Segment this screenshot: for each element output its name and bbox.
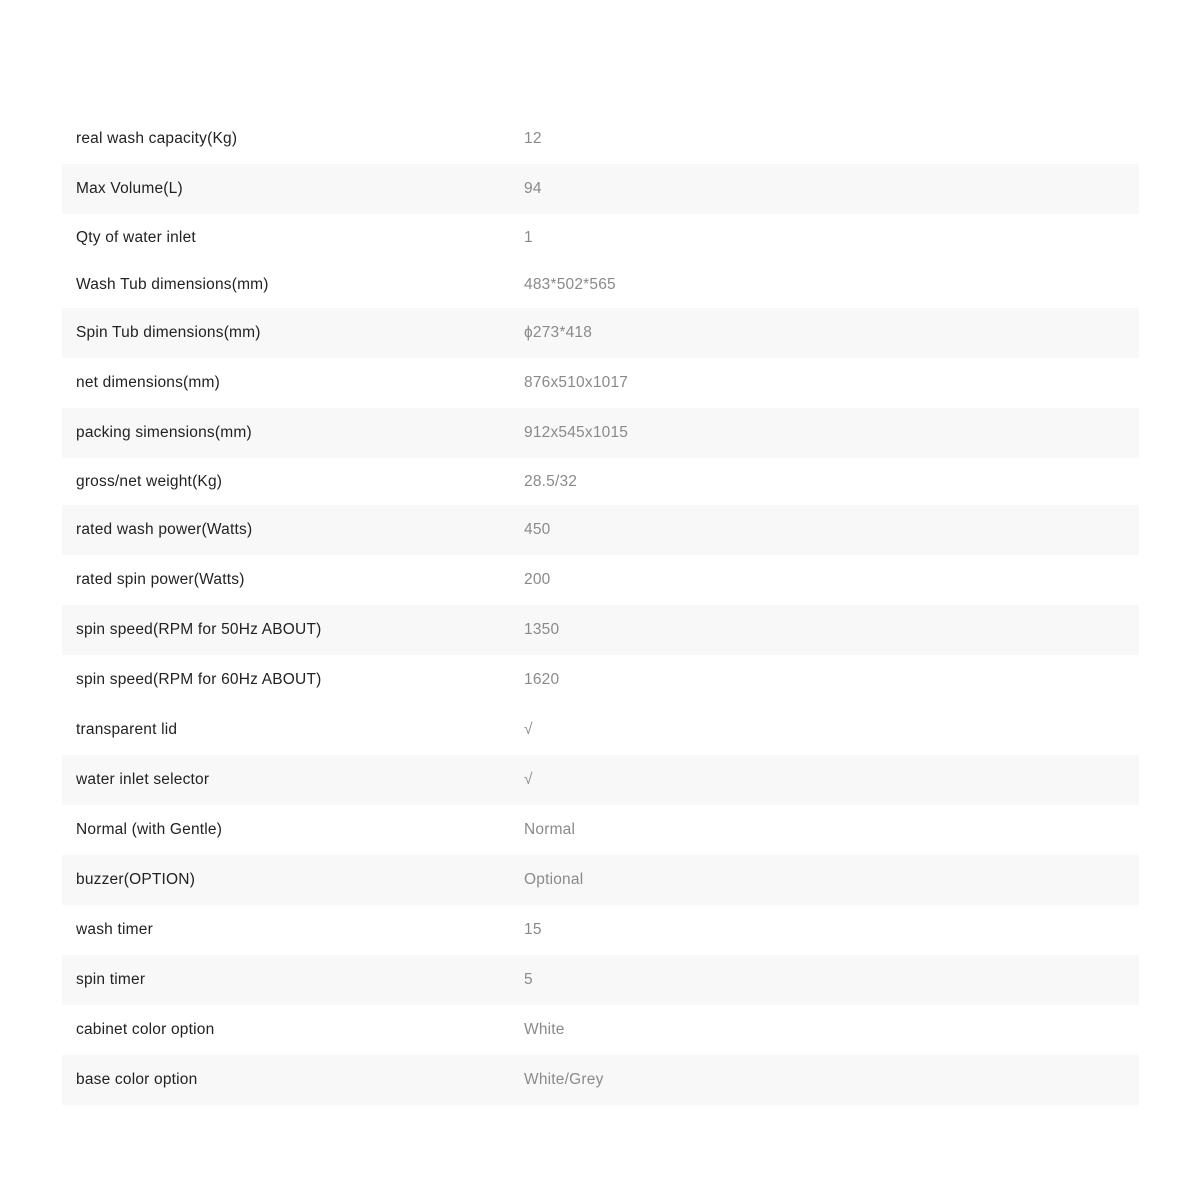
spec-row-max-volume	[62, 164, 1139, 214]
spec-label: Max Volume(L)	[76, 180, 183, 197]
spec-label: spin speed(RPM for 50Hz ABOUT)	[76, 621, 322, 638]
spec-value: 450	[524, 521, 551, 538]
spec-label: real wash capacity(Kg)	[76, 130, 238, 147]
spec-row-rated-wash-power	[62, 505, 1139, 555]
spec-value: 12	[524, 130, 542, 147]
spec-row-spin-tub-dimensions	[62, 308, 1139, 358]
spec-row-water-inlet-selector	[62, 755, 1139, 805]
spec-value: 1350	[524, 621, 560, 638]
spec-value: 1620	[524, 671, 560, 688]
spec-row-wash-tub-dimensions	[62, 261, 1139, 308]
spec-row-spin-speed-60hz	[62, 655, 1139, 705]
spec-row-rated-spin-power	[62, 555, 1139, 605]
spec-row-gross-net-weight	[62, 458, 1139, 505]
spec-row-spin-speed-50hz	[62, 605, 1139, 655]
spec-label: Normal (with Gentle)	[76, 821, 223, 838]
spec-value: White/Grey	[524, 1071, 604, 1088]
spec-row-base-color	[62, 1055, 1139, 1105]
spec-value: 94	[524, 180, 542, 197]
spec-label: rated spin power(Watts)	[76, 571, 245, 588]
spec-label: spin timer	[76, 971, 146, 988]
spec-value: 483*502*565	[524, 275, 616, 293]
spec-value: ϕ273*418	[524, 324, 593, 341]
spec-row-cabinet-color	[62, 1005, 1139, 1055]
spec-row-transparent-lid	[62, 705, 1139, 755]
spec-label: Spin Tub dimensions(mm)	[76, 324, 261, 341]
spec-value: 1	[524, 228, 533, 246]
spec-row-wash-timer	[62, 905, 1139, 955]
spec-value: 28.5/32	[524, 472, 578, 490]
spec-value: White	[524, 1021, 565, 1038]
spec-row-qty-water-inlet	[62, 214, 1139, 261]
spec-label: wash timer	[76, 921, 153, 938]
spec-label: transparent lid	[76, 721, 178, 738]
spec-value: Optional	[524, 871, 584, 888]
spec-label: rated wash power(Watts)	[76, 521, 253, 538]
spec-row-packing-dimensions	[62, 408, 1139, 458]
spec-label: Wash Tub dimensions(mm)	[76, 275, 269, 293]
spec-row-spin-timer	[62, 955, 1139, 1005]
spec-row-real-wash-capacity	[62, 114, 1139, 164]
spec-label: water inlet selector	[76, 771, 210, 788]
check-mark-icon: √	[524, 721, 533, 738]
spec-label: cabinet color option	[76, 1021, 215, 1038]
spec-label: buzzer(OPTION)	[76, 871, 196, 888]
spec-label: base color option	[76, 1071, 198, 1088]
spec-row-buzzer	[62, 855, 1139, 905]
spec-value: 5	[524, 971, 533, 988]
spec-value: 15	[524, 921, 542, 938]
spec-value: 912x545x1015	[524, 424, 629, 441]
spec-row-normal-with-gentle	[62, 805, 1139, 855]
spec-table	[62, 114, 1139, 1105]
spec-value: Normal	[524, 821, 576, 838]
check-mark-icon: √	[524, 771, 533, 788]
spec-label: packing simensions(mm)	[76, 424, 252, 441]
spec-label: gross/net weight(Kg)	[76, 472, 223, 490]
spec-label: Qty of water inlet	[76, 228, 196, 246]
spec-value: 200	[524, 571, 551, 588]
spec-label: spin speed(RPM for 60Hz ABOUT)	[76, 671, 322, 688]
spec-value: 876x510x1017	[524, 374, 629, 391]
spec-label: net dimensions(mm)	[76, 374, 221, 391]
spec-row-net-dimensions	[62, 358, 1139, 408]
